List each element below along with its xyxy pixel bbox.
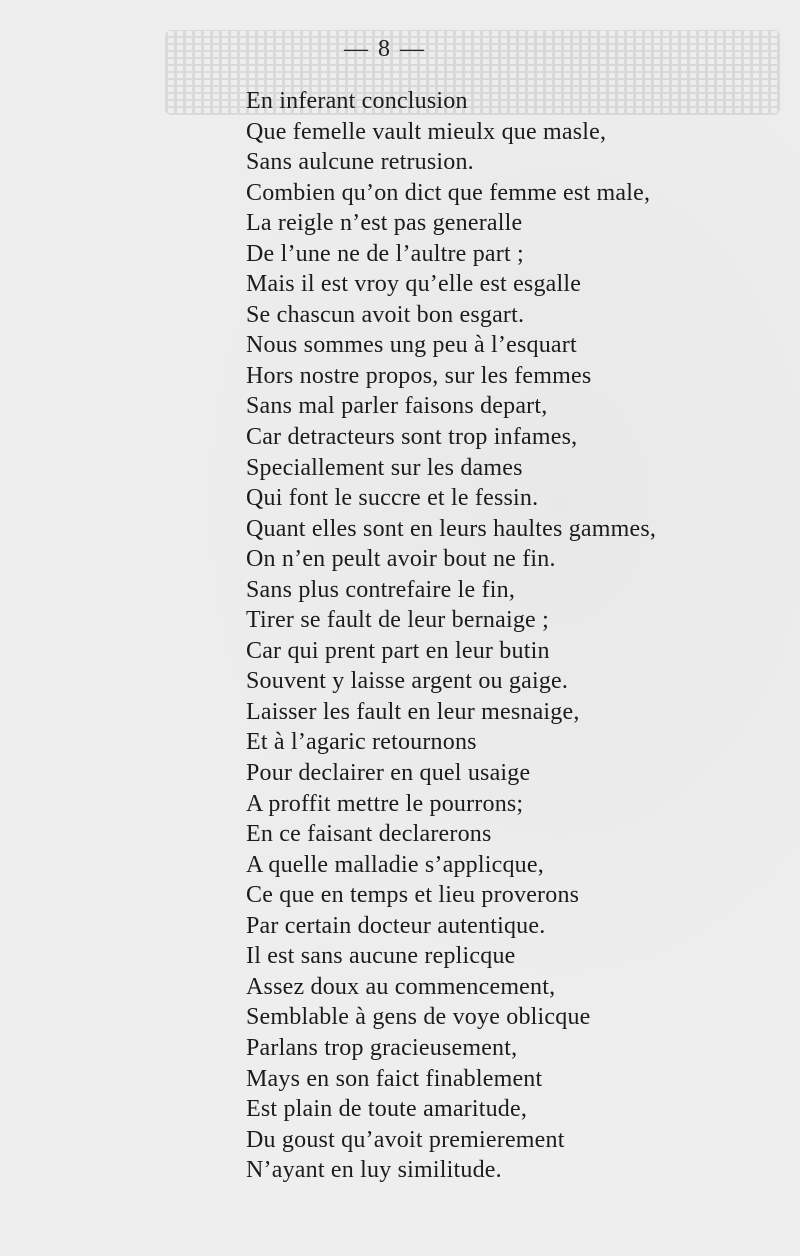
verse-line: En inferant conclusion	[246, 88, 468, 114]
verse-line: Combien qu’on dict que femme est male,	[246, 179, 651, 206]
verse-line: La reigle n’est pas generalle	[246, 210, 523, 237]
poem-text	[246, 86, 656, 1186]
verse-line: Est plain de toute amaritude,	[246, 1096, 528, 1123]
verse-line: Ce que en temps et lieu proverons	[246, 882, 580, 909]
verse-line: Laisser les fault en leur mesnaige,	[246, 698, 580, 725]
verse-line: Semblable à gens de voye oblicque	[246, 1004, 591, 1031]
verse-line: Pour declairer en quel usaige	[246, 760, 531, 787]
verse-line: Que femelle vault mieulx que masle,	[246, 118, 607, 145]
verse-line: Mays en son faict finablement	[246, 1065, 543, 1092]
verse-line: Sans aulcune retrusion.	[246, 149, 474, 176]
verse-line: A quelle malladie s’applicque,	[246, 851, 544, 878]
verse-line: Du goust qu’avoit premierement	[246, 1126, 565, 1153]
verse-line: Souvent y laisse argent ou gaige.	[246, 668, 569, 695]
verse-line: Nous sommes ung peu à l’esquart	[246, 332, 577, 359]
verse-line: Speciallement sur les dames	[246, 454, 523, 481]
page-number-text: — 8 —	[344, 36, 426, 62]
verse-line: Tirer se fault de leur bernaige ;	[246, 607, 549, 634]
verse-line: En ce faisant declarerons	[246, 821, 492, 848]
verse-line: Car qui prent part en leur butin	[246, 637, 550, 664]
verse-line: De l’une ne de l’aultre part ;	[246, 240, 524, 267]
verse-line: Mais il est vroy qu’elle est esgalle	[246, 271, 582, 298]
verse-line: Parlans trop gracieusement,	[246, 1034, 518, 1061]
verse-line: Hors nostre propos, sur les femmes	[246, 362, 592, 389]
verse-line: Par certain docteur autentique.	[246, 912, 546, 939]
verse-line: Assez doux au commencement,	[246, 973, 556, 1000]
verse-line: Qui font le succre et le fessin.	[246, 485, 539, 512]
verse-line: Quant elles sont en leurs haultes gammes,	[246, 515, 657, 542]
verse-line: Se chascun avoit bon esgart.	[246, 301, 525, 328]
verse-line: Sans mal parler faisons depart,	[246, 393, 548, 420]
page-number	[0, 36, 800, 63]
verse-line: Sans plus contrefaire le fin,	[246, 576, 516, 603]
verse-line: Car detracteurs sont trop infames,	[246, 424, 578, 451]
verse-line: A proffit mettre le pourrons;	[246, 790, 524, 817]
verse-line: Il est sans aucune replicque	[246, 943, 516, 970]
verse-line: On n’en peult avoir bout ne fin.	[246, 546, 556, 573]
verse-line: Et à l’agaric retournons	[246, 729, 477, 756]
verse-line: N’ayant en luy similitude.	[246, 1157, 502, 1184]
